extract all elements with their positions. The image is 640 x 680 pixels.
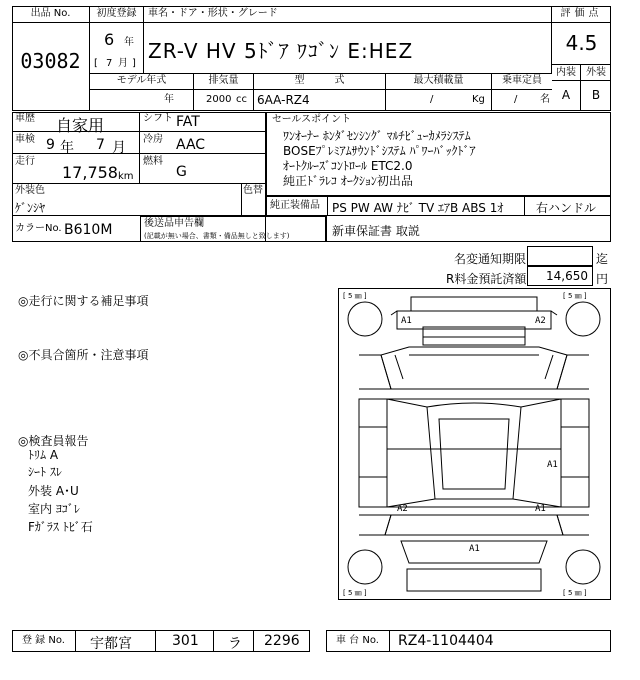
capacity-unit: 名 [540,94,550,105]
color-row [12,184,266,216]
tire-rear-left-icon [348,550,382,584]
inspection-month-unit: 月 [112,140,126,156]
sales-point-line: BOSEﾌﾟﾚﾐｱﾑｻｳﾝﾄﾞｼｽﾃﾑ ﾊﾟﾜｰﾊﾞｯｸﾄﾞｱ [283,144,476,158]
displacement-unit: cc [236,94,247,105]
sales-point-line: 純正ﾄﾞﾗﾚｺ ｵｰｸｼｮﾝ初出品 [283,174,413,188]
recycle-value: 14,650 [546,269,588,283]
model-year-unit: 年 [164,94,174,105]
reg-year-unit: 年 [124,37,134,48]
docs-label: 後送品申告欄 [144,218,204,229]
model-year-label: モデル年式 [116,75,167,86]
plate-number: 2296 [264,633,300,649]
recycle-label: R料金預託済額 [446,272,527,286]
exterior-label-cell [581,65,611,81]
capacity-label: 乗車定員 [502,75,542,86]
rear-outline [385,515,563,535]
mark-front-door-left: A2 [397,504,408,514]
car-label: 車名・ドア・形状・グレード [148,8,278,19]
color-no-value: B610M [64,222,113,238]
lot-number: 03082 [20,49,81,73]
hood-outline [381,347,567,389]
color-label: 外装色 [15,185,45,196]
score-label: 評価点 [560,8,603,19]
reg-label: 初度登録 [96,8,137,19]
recycle-unit: 円 [596,272,609,286]
reg-month-open: [ [94,58,98,69]
capacity-cell [492,73,552,111]
max-load-sep: / [430,94,434,105]
plate-label: 登 録 No. [22,635,65,646]
plate-class: 301 [172,633,199,649]
mileage-value: 17,758 [62,163,118,182]
car-diagram [338,288,611,600]
recycle-box [527,266,593,286]
tire-front-left-icon [348,302,382,336]
usage-label: 車歴 [15,113,35,124]
score-label-cell [552,6,611,23]
chassis-number: RZ4-1104404 [398,633,494,649]
tire-label-front-right: [ 5 ㎜ ] [563,292,587,300]
ac-label: 冷房 [143,134,163,145]
fuel-label: 燃料 [143,156,163,167]
score-value: 4.5 [565,31,598,55]
capacity-sep: / [514,94,518,105]
inspector-title: ◎検査員報告 [18,434,89,448]
inspector-item: Fｶﾞﾗｽ ﾄﾋﾞ石 [28,520,93,534]
car-label-cell [144,6,552,23]
warranty-value: 新車保証書 取説 [332,224,420,238]
reg-month-unit: 月 [118,58,128,69]
title-deadline-unit: 迄 [596,252,609,266]
mark-rear: A1 [469,544,480,554]
color-no-label: カラーNo. [15,223,62,234]
equipment-label: 純正装備品 [270,200,320,211]
lot-label-cell [12,6,90,23]
inspection-label: 車検 [15,134,35,145]
car-outline-svg [339,289,610,599]
model-year-cell [90,73,194,111]
color-no-divider [140,216,141,242]
max-load-cell [386,73,492,111]
specs-row1 [12,112,266,132]
inspector-item: 室内 ﾖｺﾞﾚ [28,502,80,516]
tire-rear-right-icon [566,550,600,584]
mark-front-right: A2 [535,316,546,326]
type-label: 型 式 [294,75,345,86]
shift-value: FAT [176,114,200,130]
sales-point-line: ｵｰﾄｸﾙｰｽﾞｺﾝﾄﾛｰﾙ ETC2.0 [283,159,413,173]
driving-notes-title: ◎走行に関する補足事項 [18,294,149,308]
tire-label-rear-left: [ 5 ㎜ ] [343,589,367,597]
equipment-value: PS PW AW ﾅﾋﾞ TV ｴｱB ABS 1ｵ [332,201,504,215]
max-load-unit: Kg [472,94,485,105]
interior-label: 内装 [556,67,576,78]
inspector-item: ﾄﾘﾑ A [28,448,59,462]
lot-label: 出品 No. [30,8,71,19]
exterior-label: 外装 [586,67,606,78]
plate-area: 宇都宮 [90,636,132,652]
plate-kana: ラ [228,636,242,652]
reg-month-close: ] [132,58,136,69]
exterior-grade-cell [581,81,611,111]
title-deadline-label: 名変通知期限 [454,252,527,266]
tire-front-right-icon [566,302,600,336]
mileage-unit: km [118,171,134,182]
sales-point-line: ﾜﾝｵｰﾅｰ ﾎﾝﾀﾞｾﾝｼﾝｸﾞ ﾏﾙﾁﾋﾞｭｰｶﾒﾗｼｽﾃﾑ [283,129,471,143]
type-cell [254,73,386,111]
chassis-label: 車 台 No. [336,635,379,646]
type-value: 6AA-RZ4 [257,93,310,107]
max-load-label: 最大積載量 [413,75,464,86]
reg-label-cell [90,6,144,23]
displacement-cell [194,73,254,111]
interior-grade-cell [552,81,581,111]
shift-label: シフト [143,113,173,124]
displacement-label: 排気量 [208,75,239,86]
sales-points-title: セールスポイント [272,114,352,125]
mark-front-left: A1 [401,316,412,326]
rear-bumper-outline [407,569,541,591]
body-outline [359,399,589,507]
docs-note: (記載が無い場合、書類・備品無しと致します) [144,232,290,240]
inspector-item: ｼｰﾄ ｽﾚ [28,465,62,479]
reg-year: 6 [104,30,115,49]
tire-label-front-left: [ 5 ㎜ ] [343,292,367,300]
displacement-value: 2000 [206,94,232,105]
tire-label-rear-right: [ 5 ㎜ ] [563,589,587,597]
interior-label-cell [552,65,581,81]
color-value: ｹﾞﾝｼﾔ [15,201,46,215]
car-name: ZR-V HV 5ﾄﾞｱ ﾜｺﾞﾝ E:HEZ [148,39,414,63]
mark-rear-door-right: A1 [547,460,558,470]
inspection-year: 9 [46,137,55,153]
recolor-label: 色替 [243,185,263,196]
reg-month: 7 [106,58,113,69]
exterior-grade: B [591,88,601,102]
title-deadline-box [527,246,593,266]
handle-divider [524,196,525,216]
interior-grade: A [561,88,571,102]
score-cell [552,23,611,65]
mileage-label: 走行 [15,156,35,167]
inspector-item: 外装 A･U [28,484,79,498]
defect-notes-title: ◎不具合箇所・注意事項 [18,348,149,362]
usage-value: 自家用 [56,116,105,135]
car-name-cell [144,23,552,73]
inspection-month: 7 [96,137,105,153]
fuel-value: G [176,164,187,180]
reg-value-cell [90,23,144,73]
inspection-year-unit: 年 [60,140,74,156]
ac-value: AAC [176,137,206,153]
specs-row3 [12,154,266,184]
lot-number-cell [12,23,90,111]
front-bumper-outline [397,311,551,329]
mark-front-door-right: A1 [535,504,546,514]
handle-value: 右ハンドル [536,201,597,215]
